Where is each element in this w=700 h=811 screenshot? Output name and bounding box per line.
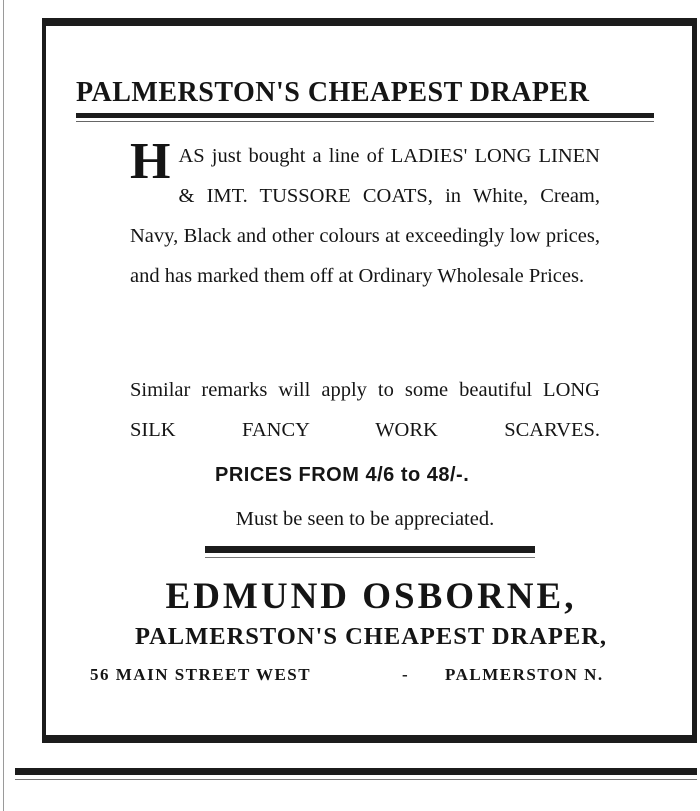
- town-name: PALMERSTON N.: [445, 665, 604, 684]
- section-divider-thin: [205, 557, 535, 558]
- address-row: [90, 660, 640, 690]
- prices-line: PRICES FROM 4/6 to 48/-.: [215, 464, 470, 486]
- headline: PALMERSTON'S CHEAPEST DRAPER: [76, 77, 590, 108]
- headline-rule-thin: [76, 121, 654, 122]
- page-rule: [15, 768, 697, 775]
- frame-border-bottom: [42, 735, 697, 743]
- appreciated-line: Must be seen to be appreciated.: [235, 508, 495, 530]
- headline-rule: [76, 113, 654, 118]
- announcement-paragraph: [130, 133, 600, 296]
- address-separator: -: [402, 665, 410, 684]
- section-divider: [205, 546, 535, 553]
- page-edge: [3, 0, 4, 811]
- merchant-name: EDMUND OSBORNE,: [165, 576, 577, 617]
- scarves-paragraph: Similar remarks will apply to some beautiful LONG SILK FANCY WORK SCARVES.: [130, 379, 600, 441]
- drop-cap: H: [130, 133, 171, 190]
- street-address: 56 MAIN STREET WEST: [90, 665, 312, 684]
- page-rule-thin: [15, 779, 697, 780]
- frame-border-top: [42, 18, 697, 26]
- merchant-tagline: PALMERSTON'S CHEAPEST DRAPER,: [134, 623, 608, 650]
- announcement-text: AS just bought a line of LADIES' LONG LINEN & IMT. TUSSORE COATS, in White, Cream, Navy, Black and other colours at exceedingly low prices, and has marked them off at Ordinary Wholesale Prices.: [130, 145, 600, 287]
